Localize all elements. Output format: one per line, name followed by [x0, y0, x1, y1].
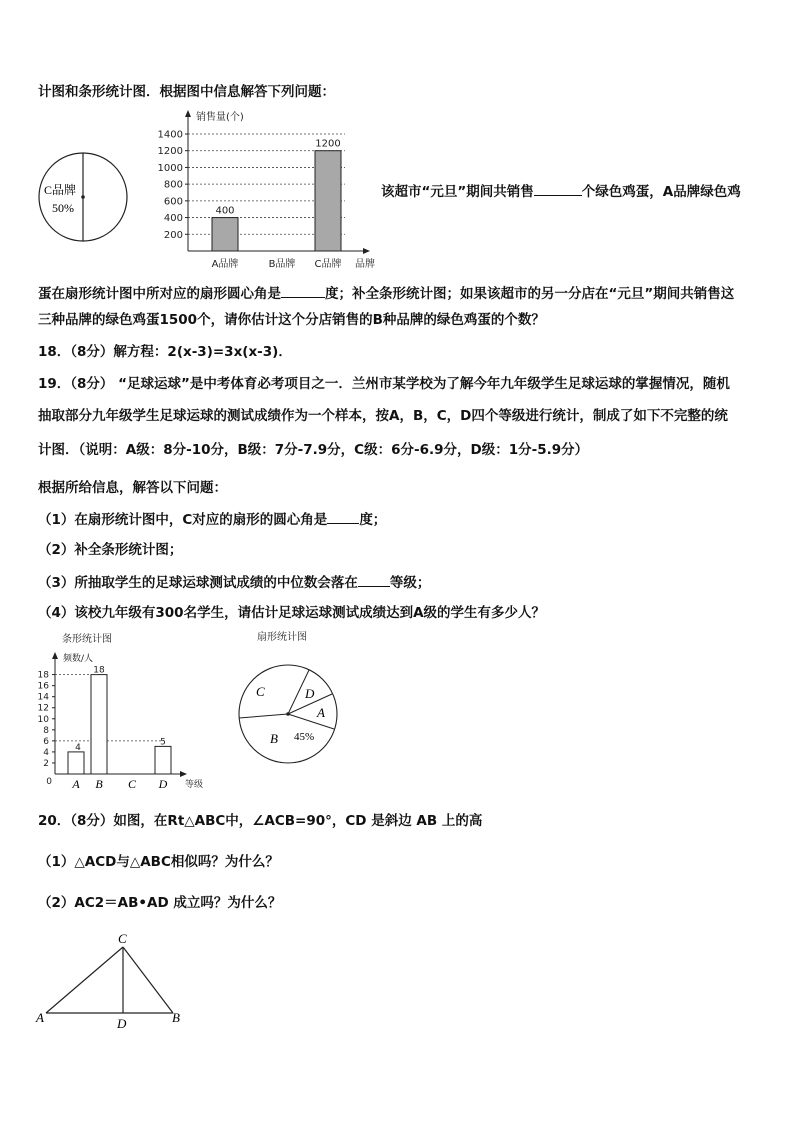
sales-bar [212, 218, 238, 251]
q17-side-text [381, 181, 741, 201]
brand-pie-center [81, 195, 85, 199]
triangle-label-b: B [172, 1010, 180, 1025]
grade-pie-b-pct: 45% [294, 731, 315, 743]
q19-line1: 19．（8分） “足球运球”是中考体育必考项目之一．兰州市某学校为了解今年九年级学生足球运球的掌握情况，随机 [38, 376, 730, 392]
sales-bar-label: 400 [215, 205, 235, 217]
grade-x-tick-label: A [72, 777, 80, 791]
q19-sub3 [38, 572, 430, 592]
grade-y-tick-label: 4 [43, 747, 49, 758]
q20-sub2: （2）AC2＝AB•AD 成立吗？为什么？ [38, 895, 282, 911]
q19-line2: 抽取部分九年级学生足球运球的测试成绩作为一个样本，按A，B，C，D四个等级进行统计，制成了如下不完整的统 [38, 408, 728, 424]
grade-pie-a-label: A [317, 705, 325, 720]
sales-x-tick-label: A品牌 [211, 259, 239, 270]
q19-blank-median[interactable] [358, 572, 390, 587]
sales-y-tick-label: 200 [163, 229, 183, 241]
sales-x-arrow [363, 248, 370, 254]
grade-bar [155, 746, 171, 774]
sales-y-tick-label: 400 [163, 213, 183, 225]
grade-pie-chart [232, 628, 347, 768]
triangle-figure [30, 928, 200, 1033]
q17-side-a: 该超市“元旦”期间共销售 [381, 184, 534, 200]
grade-bar [68, 752, 84, 774]
q19-sub1 [38, 509, 386, 529]
grade-x-tick-label: C [127, 777, 137, 791]
grade-y-tick-label: 6 [43, 736, 49, 747]
sales-bar-chart [150, 106, 385, 274]
sales-y-tick-label: 800 [163, 179, 183, 191]
grade-bar-chart [35, 630, 225, 795]
q17-line2 [38, 283, 734, 303]
sales-y-tick-label: 1400 [157, 129, 183, 141]
sales-y-tick-label: 1000 [157, 162, 183, 174]
sales-y-label: 销售量(个) [196, 112, 244, 123]
q19-line4: 根据所给信息，解答以下问题： [38, 480, 227, 496]
grade-chart-title: 条形统计图 [62, 634, 112, 645]
grade-pie-title: 扇形统计图 [257, 632, 307, 643]
triangle-side-ac [46, 947, 123, 1013]
q19-blank-c-angle[interactable] [327, 509, 359, 524]
q17-line3: 三种品牌的绿色鸡蛋1500个，请你估计这个分店销售的B种品牌的绿色鸡蛋的个数？ [38, 312, 545, 328]
q17-blank-total[interactable] [534, 181, 582, 196]
grade-y-tick-label: 8 [43, 725, 49, 736]
grade-y-tick-label: 0 [46, 777, 52, 787]
q19-sub3-a: （3）所抽取学生的足球运球测试成绩的中位数会落在 [38, 575, 358, 591]
sales-bar [315, 151, 341, 251]
grade-y-tick-label: 18 [37, 670, 49, 681]
grade-x-tick-label: B [95, 777, 103, 791]
brand-pie-c-pct: 50% [52, 201, 74, 215]
grade-y-tick-label: 10 [37, 714, 49, 725]
q20-sub1: （1）△ACD与△ABC相似吗？为什么？ [38, 854, 279, 870]
q19-line3: 计图．（说明：A级：8分-10分，B级：7分-7.9分，C级：6分-6.9分，D级：1分-5.9分） [38, 442, 589, 458]
grade-pie-c-label: C [256, 684, 265, 699]
grade-x-tick-label: D [158, 777, 168, 791]
q17-blank-angle[interactable] [281, 283, 325, 298]
sales-x-tick-label: B品牌 [268, 259, 296, 270]
sales-x-label: 品牌 [355, 259, 375, 270]
sales-y-tick-label: 1200 [157, 146, 183, 158]
triangle-side-cb [123, 947, 173, 1013]
grade-y-tick-label: 2 [43, 758, 49, 769]
sales-bar-label: 1200 [315, 138, 341, 150]
q19-sub4: （4）该校九年级有300名学生，请估计足球运球测试成绩达到A级的学生有多少人？ [38, 605, 546, 621]
grade-bar-label: 18 [93, 665, 105, 676]
q18-text: 18．（8分）解方程：2(x-3)=3x(x-3)． [38, 344, 292, 360]
grade-pie-line-b-c [239, 714, 288, 718]
grade-y-tick-label: 16 [37, 681, 49, 692]
grade-bar [91, 675, 107, 774]
sales-y-tick-label: 600 [163, 196, 183, 208]
grade-bar-label: 5 [160, 737, 166, 748]
q19-sub1-a: （1）在扇形统计图中，C对应的扇形的圆心角是 [38, 512, 328, 528]
sales-x-tick-label: C品牌 [314, 259, 342, 270]
grade-x-label: 等级 [185, 780, 204, 790]
grade-y-tick-label: 14 [37, 692, 49, 703]
grade-pie-d-label: D [305, 686, 315, 701]
brand-pie-c-label: C品牌 [44, 183, 77, 197]
grade-y-tick-label: 12 [37, 703, 49, 714]
grade-x-arrow [180, 771, 187, 777]
triangle-label-c: C [118, 931, 127, 946]
q20-line1: 20．（8分）如图，在Rt△ABC中，∠ACB=90°，CD 是斜边 AB 上的高 [38, 813, 483, 829]
grade-pie-line-a-b [288, 714, 334, 729]
brand-pie-chart [36, 150, 136, 250]
triangle-label-a: A [36, 1010, 44, 1025]
grade-y-label: 频数/人 [63, 654, 94, 664]
q17-side-b: 个绿色鸡蛋，A品牌绿色鸡 [581, 184, 741, 200]
grade-y-arrow [52, 652, 58, 659]
q19-sub3-b: 等级； [389, 575, 431, 591]
grade-pie-b-label: B [270, 731, 278, 746]
grade-bar-label: 4 [75, 742, 81, 753]
q17-line2-a: 蛋在扇形统计图中所对应的扇形圆心角是 [38, 286, 281, 302]
grade-pie-center [286, 712, 290, 716]
sales-y-arrow [185, 110, 191, 117]
q17-line2-b: 度；补全条形统计图；如果该超市的另一分店在“元旦”期间共销售这 [325, 286, 735, 302]
q19-sub2: （2）补全条形统计图； [38, 542, 183, 558]
triangle-label-d: D [117, 1016, 127, 1031]
q19-sub1-b: 度； [359, 512, 387, 528]
intro-text: 计图和条形统计图．根据图中信息解答下列问题： [38, 84, 335, 100]
